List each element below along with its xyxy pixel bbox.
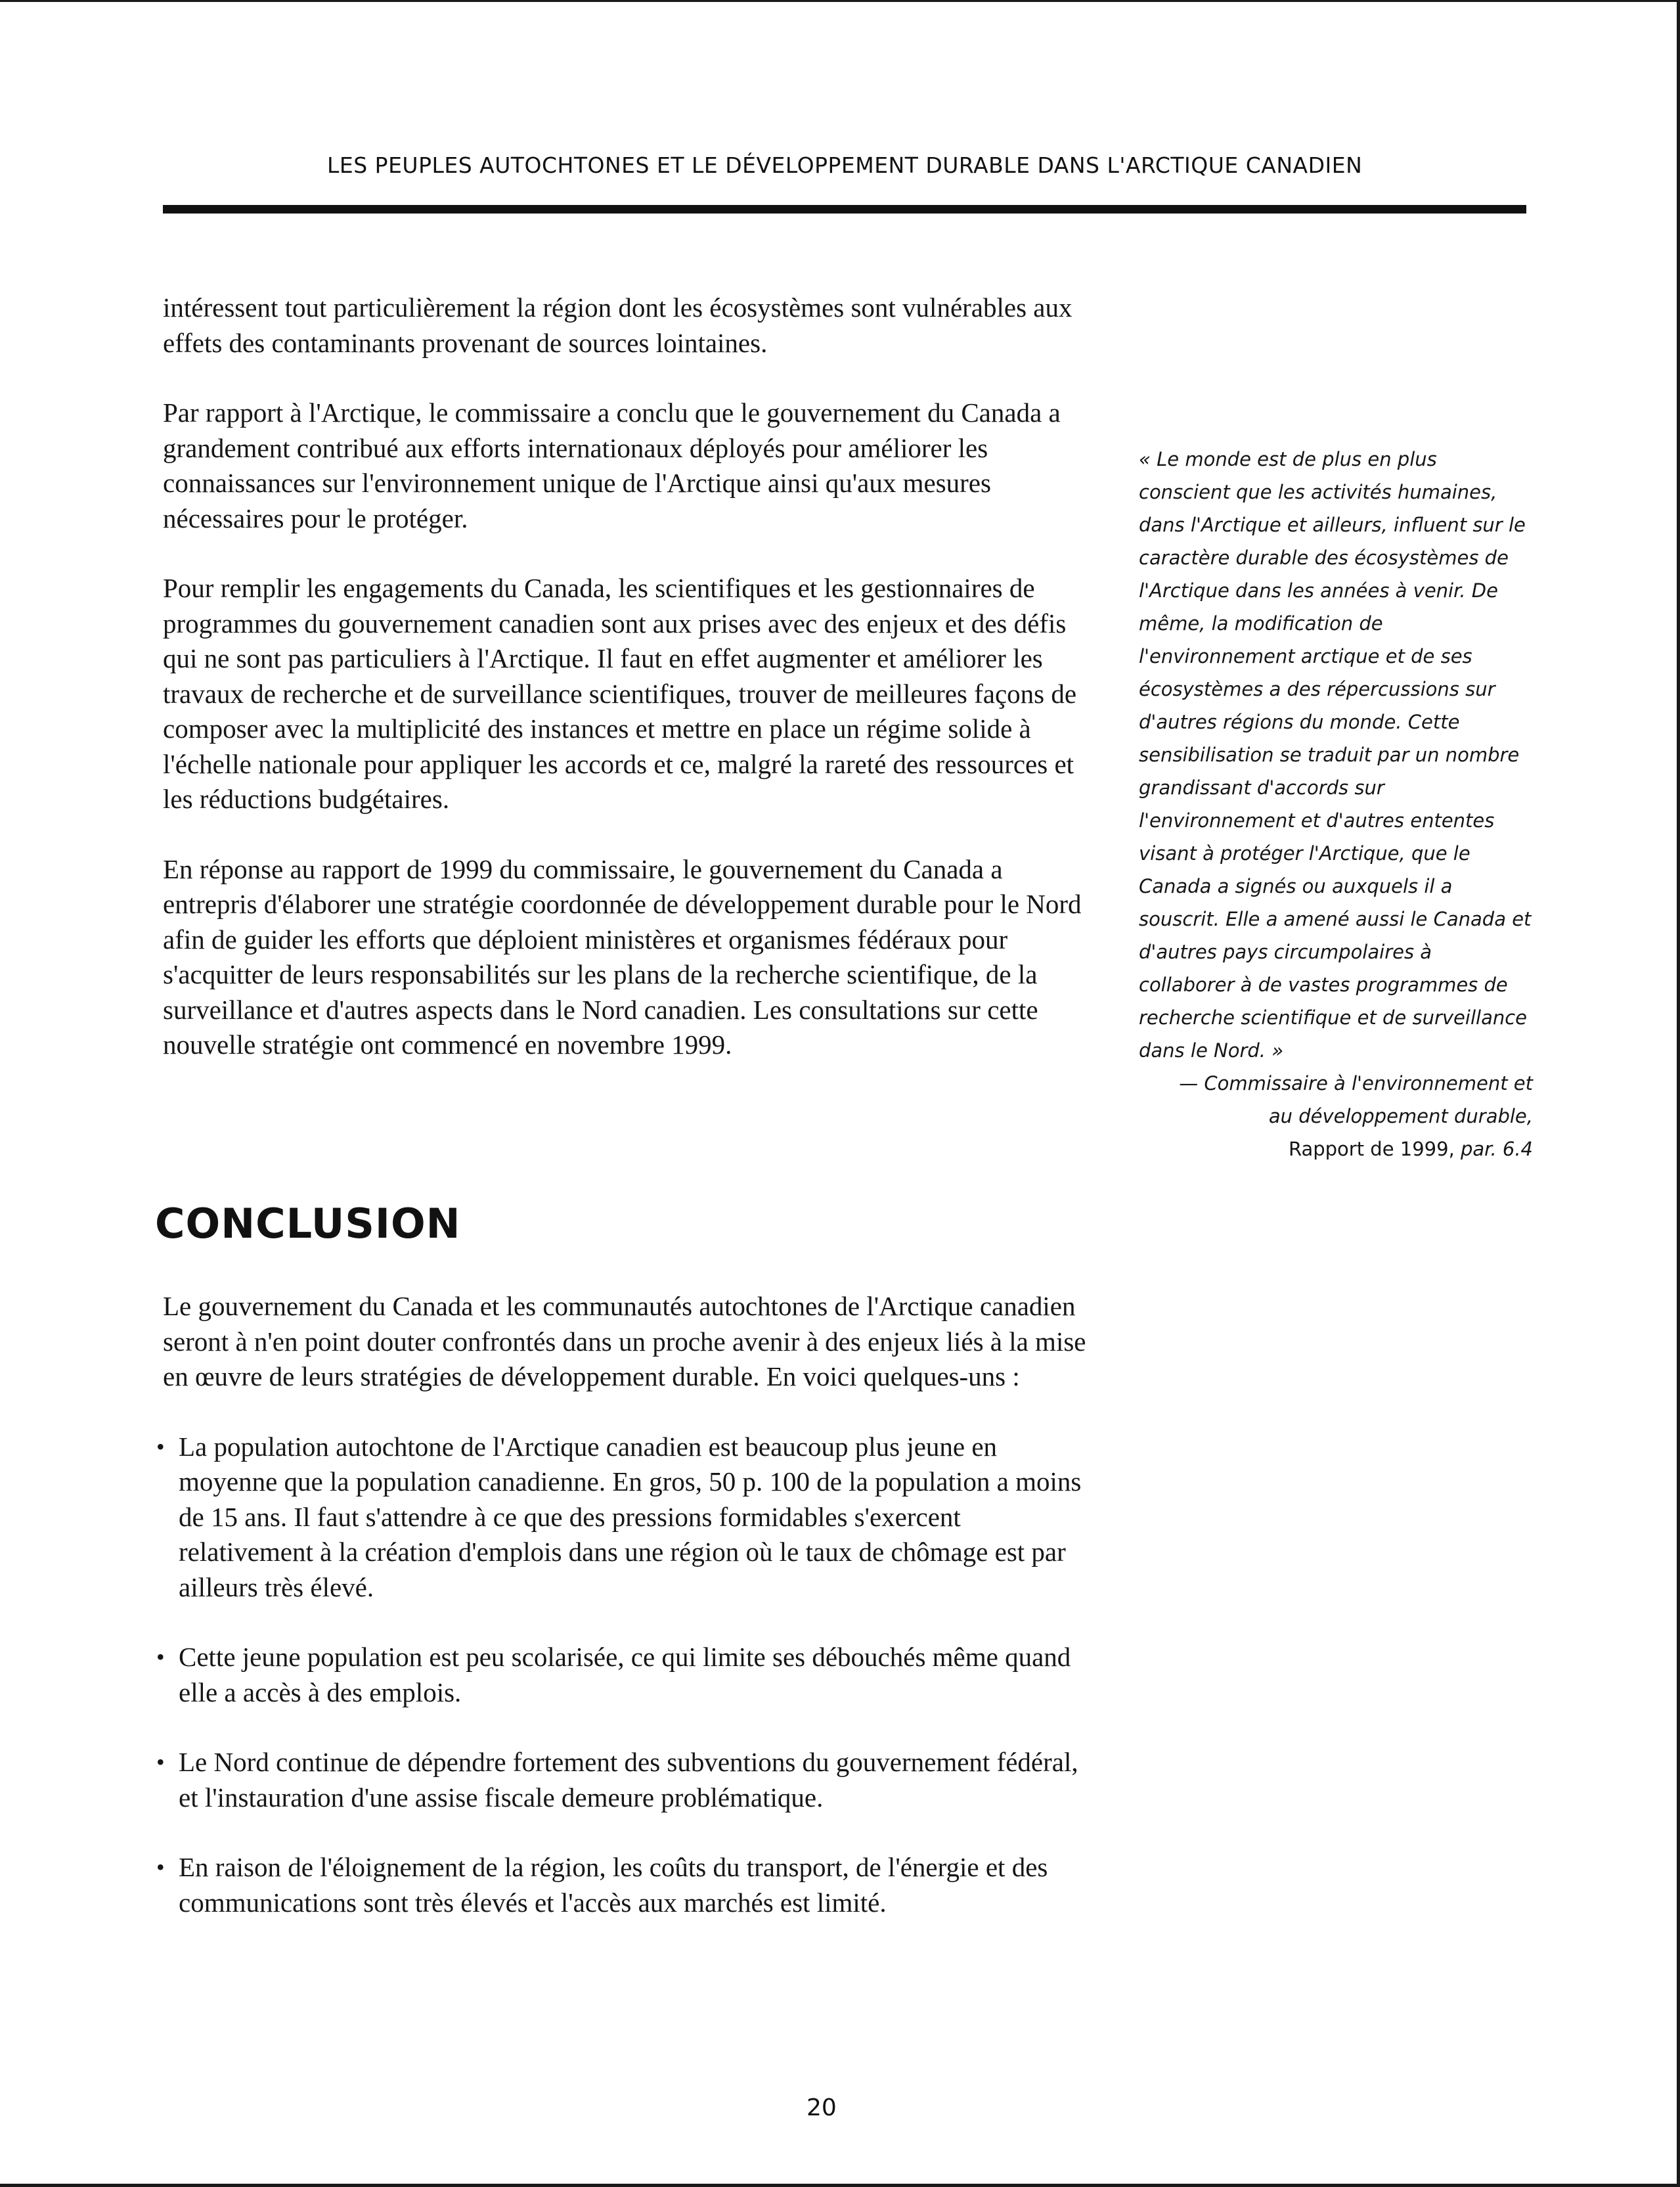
quote-text: « Le monde est de plus en plus conscient que les activités humaines, dans l'Arctique et ailleurs, influent sur le caractère durable des écosystèmes de l'Arctique dans les années à venir. De même, la modification de l'environnement arctique et de ses écosystèmes a des répercussions sur d'autres régions du monde. Cette sensibilisation se traduit par un nombre grandissant d'accords sur l'environnement et d'autres ententes visant à protéger l'Arctique, que le Canada a signés ou auxquels il a souscrit. Elle a amené aussi le Canada et d'autres pays circumpolaires à collaborer à de vastes programmes de recherche scientifique et de surveillance dans le Nord. » bbox=[1139, 448, 1532, 1062]
paragraph: Pour remplir les engagements du Canada, les scientifiques et les gestionnaires de programmes du gouvernement canadien sont aux prises avec des enjeux et des défis qui ne sont pas particuliers à l'Arctique. Il faut en effet augmenter et améliorer les travaux de recherche et de surveillance scientifiques, trouver de meilleures façons de composer avec la multiplicité des instances et mettre en place un régime solide à l'échelle nationale pour appliquer les accords et ce, malgré la rareté des ressources et les réductions budgétaires. bbox=[163, 573, 1077, 814]
running-header: LES PEUPLES AUTOCHTONES ET LE DÉVELOPPEMENT DURABLE DANS L'ARCTIQUE CANADIEN bbox=[327, 152, 1363, 178]
bullet-icon: • bbox=[156, 1644, 165, 1670]
list-item bbox=[156, 1430, 1095, 1606]
list-item-text: Cette jeune population est peu scolarisée, ce qui limite ses débouchés même quand elle a accès à des emplois. bbox=[179, 1642, 1071, 1707]
list-item bbox=[156, 1745, 1095, 1815]
list-item-text: La population autochtone de l'Arctique canadien est beaucoup plus jeune en moyenne que la population canadienne. En gros, 50 p. 100 de la population a moins de 15 ans. Il faut s'attendre à ce que des pressions formidables s'exercent relativement à la création d'emplois dans une région où le taux de chômage est par ailleurs très élevé. bbox=[179, 1431, 1082, 1602]
attribution-source bbox=[1139, 1133, 1533, 1165]
header-rule bbox=[163, 205, 1526, 214]
list-item-text: Le Nord continue de dépendre fortement des subventions du gouvernement fédéral, et l'instauration d'une assise fiscale demeure problématique. bbox=[179, 1747, 1078, 1813]
page-number: 20 bbox=[807, 2094, 837, 2121]
list-item-text: En raison de l'éloignement de la région, les coûts du transport, de l'énergie et des communications sont très élevés et l'accès aux marchés est limité. bbox=[179, 1852, 1048, 1918]
attribution-report: Rapport de 1999, bbox=[1288, 1138, 1455, 1160]
paragraph: En réponse au rapport de 1999 du commissaire, le gouvernement du Canada a entrepris d'élaborer une stratégie coordonnée de développement durable pour le Nord afin de guider les efforts que déploient ministères et organismes fédéraux pour s'acquitter de leurs responsabilités sur les plans de la recherche scientifique, de la surveillance et d'autres aspects dans le Nord canadien. Les consultations sur cette nouvelle stratégie ont commencé en novembre 1999. bbox=[163, 853, 1082, 1060]
bullet-icon: • bbox=[156, 1854, 165, 1880]
bullet-list bbox=[156, 1430, 1095, 1921]
attribution-paragraph: par. 6.4 bbox=[1454, 1138, 1533, 1160]
list-item bbox=[156, 1640, 1095, 1710]
attribution-line: — Commissaire à l'environnement et bbox=[1179, 1072, 1533, 1094]
attribution-line: au développement durable, bbox=[1268, 1105, 1533, 1127]
conclusion-section bbox=[156, 1289, 1095, 1955]
section-heading: CONCLUSION bbox=[155, 1200, 461, 1248]
main-text bbox=[163, 290, 1095, 1063]
paragraph: intéressent tout particulièrement la région dont les écosystèmes sont vulnérables aux effets des contaminants provenant de sources lointaines. bbox=[163, 292, 1072, 358]
conclusion-intro: Le gouvernement du Canada et les communautés autochtones de l'Arctique canadien seront à n'en point douter confrontés dans un proche avenir à des enjeux liés à la mise en œuvre de leurs stratégies de développement durable. En voici quelques-uns : bbox=[163, 1291, 1086, 1391]
bullet-icon: • bbox=[156, 1749, 165, 1775]
paragraph: Par rapport à l'Arctique, le commissaire a conclu que le gouvernement du Canada a grandement contribué aux efforts internationaux déployés pour améliorer les connaissances sur l'environnement unique de l'Arctique ainsi qu'aux mesures nécessaires pour le protéger. bbox=[163, 397, 1061, 533]
bullet-icon: • bbox=[156, 1433, 165, 1460]
list-item bbox=[156, 1850, 1095, 1920]
sidebar-quote bbox=[1139, 443, 1533, 1165]
